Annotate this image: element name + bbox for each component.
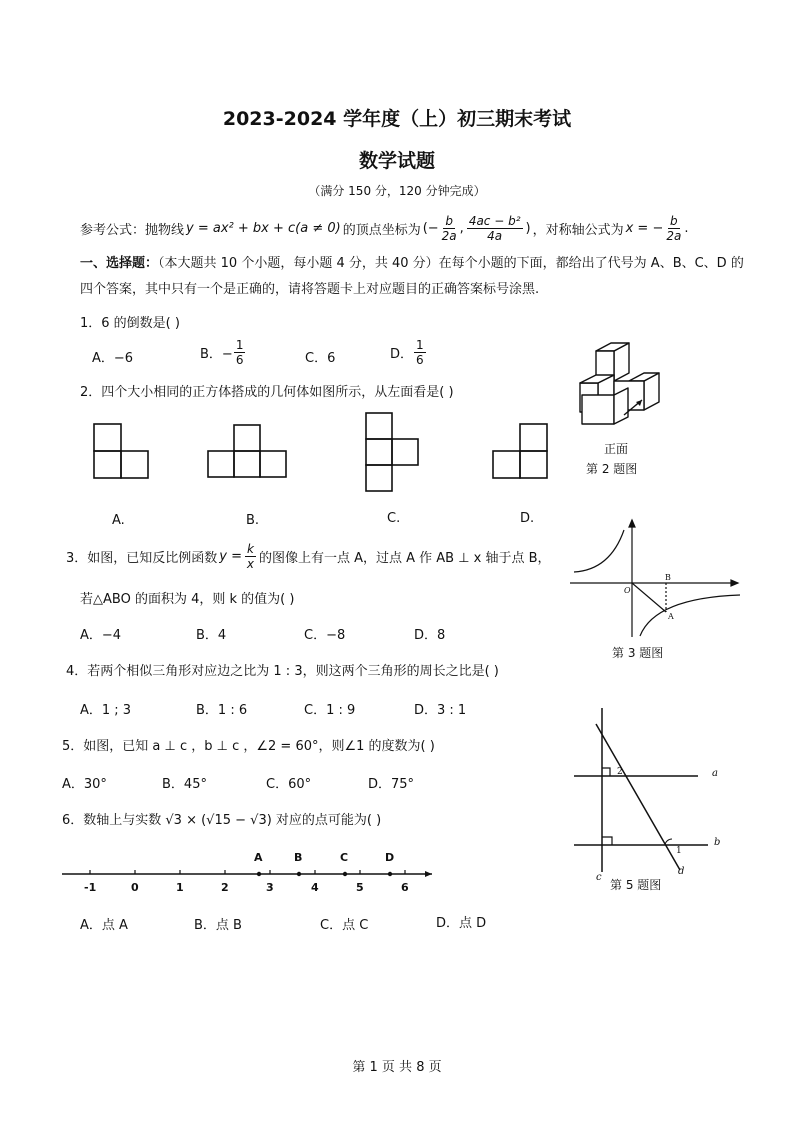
q2-label-b: B.	[246, 513, 260, 528]
q4-option-a: A．1 ; 3	[80, 703, 132, 718]
q2-figure-caption: 第 2 题图	[586, 462, 638, 476]
q3-stem-a: 3．如图，已知反比例函数	[66, 551, 218, 566]
q1-d-prefix: D．	[390, 347, 414, 362]
q5-option-d: D．75°	[368, 777, 415, 792]
tick-label: 1	[176, 881, 184, 894]
numerator: 1	[416, 338, 424, 352]
q6-option-a: A．点 A	[80, 918, 128, 933]
q5-angle-2: 2	[617, 767, 623, 777]
denominator: 2a	[666, 229, 682, 243]
denominator: 4a	[487, 229, 503, 243]
numerator: b	[670, 214, 678, 228]
section-heading: 一、选择题：	[80, 256, 159, 271]
q5-option-c: C．60°	[266, 777, 312, 792]
denominator: 2a	[441, 229, 457, 243]
formula-mid: 的顶点坐标为	[342, 223, 421, 238]
formula-end: .	[684, 221, 689, 236]
q5-option-b: B．45°	[162, 777, 207, 792]
q3-figure-caption: 第 3 题图	[612, 646, 664, 660]
q6-stem: 6．数轴上与实数 √3 × (√15 − √3) 对应的点可能为( )	[62, 813, 382, 828]
q4-stem: 4．若两个相似三角形对应边之比为 1 : 3，则这两个三角形的周长之比是( )	[66, 664, 499, 679]
denominator: x	[246, 557, 255, 571]
numerator: 4ac − b²	[468, 214, 521, 228]
point-a-dot	[257, 872, 261, 876]
q2-label-c: C.	[387, 511, 401, 526]
q3-option-b: B．4	[196, 628, 227, 643]
q5-stem: 5．如图，已知 a ⊥ c ，b ⊥ c ，∠2 = 60°，则∠1 的度数为( )	[62, 739, 435, 754]
formula-expr: y = ax² + bx + c(a ≠ 0)	[186, 221, 341, 236]
tick-label: 3	[266, 881, 274, 894]
formula-axis: ，对称轴公式为	[532, 223, 624, 238]
denominator: 6	[235, 353, 244, 367]
formula-comma: ,	[459, 221, 464, 236]
section1-line2: 四个答案，其中只有一个是正确的，请将答题卡上对应题目的正确答案标号涂黑.	[80, 282, 540, 297]
point-b-dot	[297, 872, 301, 876]
tick-label: -1	[84, 881, 97, 894]
q6-option-b: B．点 B	[194, 918, 242, 933]
numerator: k	[247, 542, 254, 556]
q3-point-o: O	[624, 586, 631, 595]
q1-b-prefix: B．−	[200, 347, 233, 362]
subject-title: 数学试题	[358, 150, 435, 172]
tick-label: 2	[221, 881, 229, 894]
q6-option-d: D．点 D	[436, 916, 487, 931]
tick-label: 5	[356, 881, 364, 894]
point-d-dot	[388, 872, 392, 876]
q3-option-a: A．−4	[80, 628, 122, 643]
point-c-dot	[343, 872, 347, 876]
formula-vertex-open: (−	[422, 221, 439, 236]
q4-option-b: B．1 : 6	[196, 703, 248, 718]
numerator: b	[445, 214, 453, 228]
q5-label-a: a	[712, 768, 718, 779]
tick-label: 0	[131, 881, 139, 894]
formula-x-eq: x = −	[625, 221, 664, 236]
q4-option-d: D．3 : 1	[414, 703, 467, 718]
q5-figure-caption: 第 5 题图	[610, 878, 662, 892]
q3-point-b: B	[665, 573, 671, 582]
point-label-c: C	[340, 851, 349, 864]
point-label-d: D	[385, 851, 395, 864]
q2-label-d: D.	[520, 511, 535, 526]
tick-label: 4	[311, 881, 319, 894]
q5-label-d: d	[678, 866, 685, 877]
point-label-b: B	[294, 851, 303, 864]
q3-option-d: D．8	[414, 628, 446, 643]
point-label-a: A	[254, 851, 263, 864]
q5-label-b: b	[714, 837, 721, 848]
q4-option-c: C．1 : 9	[304, 703, 356, 718]
q1-option-a: A．−6	[92, 351, 134, 366]
q1-option-c: C．6	[305, 351, 336, 366]
exam-title: 2023-2024 学年度（上）初三期末考试	[222, 108, 572, 130]
q3-option-c: C．−8	[304, 628, 346, 643]
numerator: 1	[235, 338, 244, 352]
q5-option-a: A．30°	[62, 777, 107, 792]
denominator: 6	[416, 353, 424, 367]
q5-angle-1: 1	[676, 846, 682, 856]
q1-stem: 1．6 的倒数是( )	[80, 316, 180, 331]
exam-info: （满分 150 分，120 分钟完成）	[308, 184, 486, 198]
q3-y-eq: y =	[219, 549, 242, 564]
formula-prefix: 参考公式：抛物线	[80, 223, 185, 238]
formula-vertex-close: )	[525, 221, 531, 236]
section-desc1: （本大题共 10 个小题，每小题 4 分，共 40 分）在每个小题的下面，都给出了代号为 A、B、C、D 的	[158, 256, 744, 271]
q2-label-a: A.	[112, 513, 125, 528]
q3-stem-b: 的图像上有一点 A，过点 A 作 AB ⊥ x 轴于点 B，	[258, 551, 551, 566]
q3-line2: 若△ABO 的面积为 4，则 k 的值为( )	[80, 592, 295, 607]
q3-point-a: A	[668, 612, 674, 621]
q2-front-label: 正面	[604, 442, 629, 456]
q5-label-c: c	[596, 872, 602, 883]
page-footer: 第 1 页 共 8 页	[352, 1060, 442, 1075]
q6-option-c: C．点 C	[320, 918, 369, 933]
tick-label: 6	[401, 881, 409, 894]
q2-stem: 2．四个大小相同的正方体搭成的几何体如图所示，从左面看是( )	[80, 385, 454, 400]
